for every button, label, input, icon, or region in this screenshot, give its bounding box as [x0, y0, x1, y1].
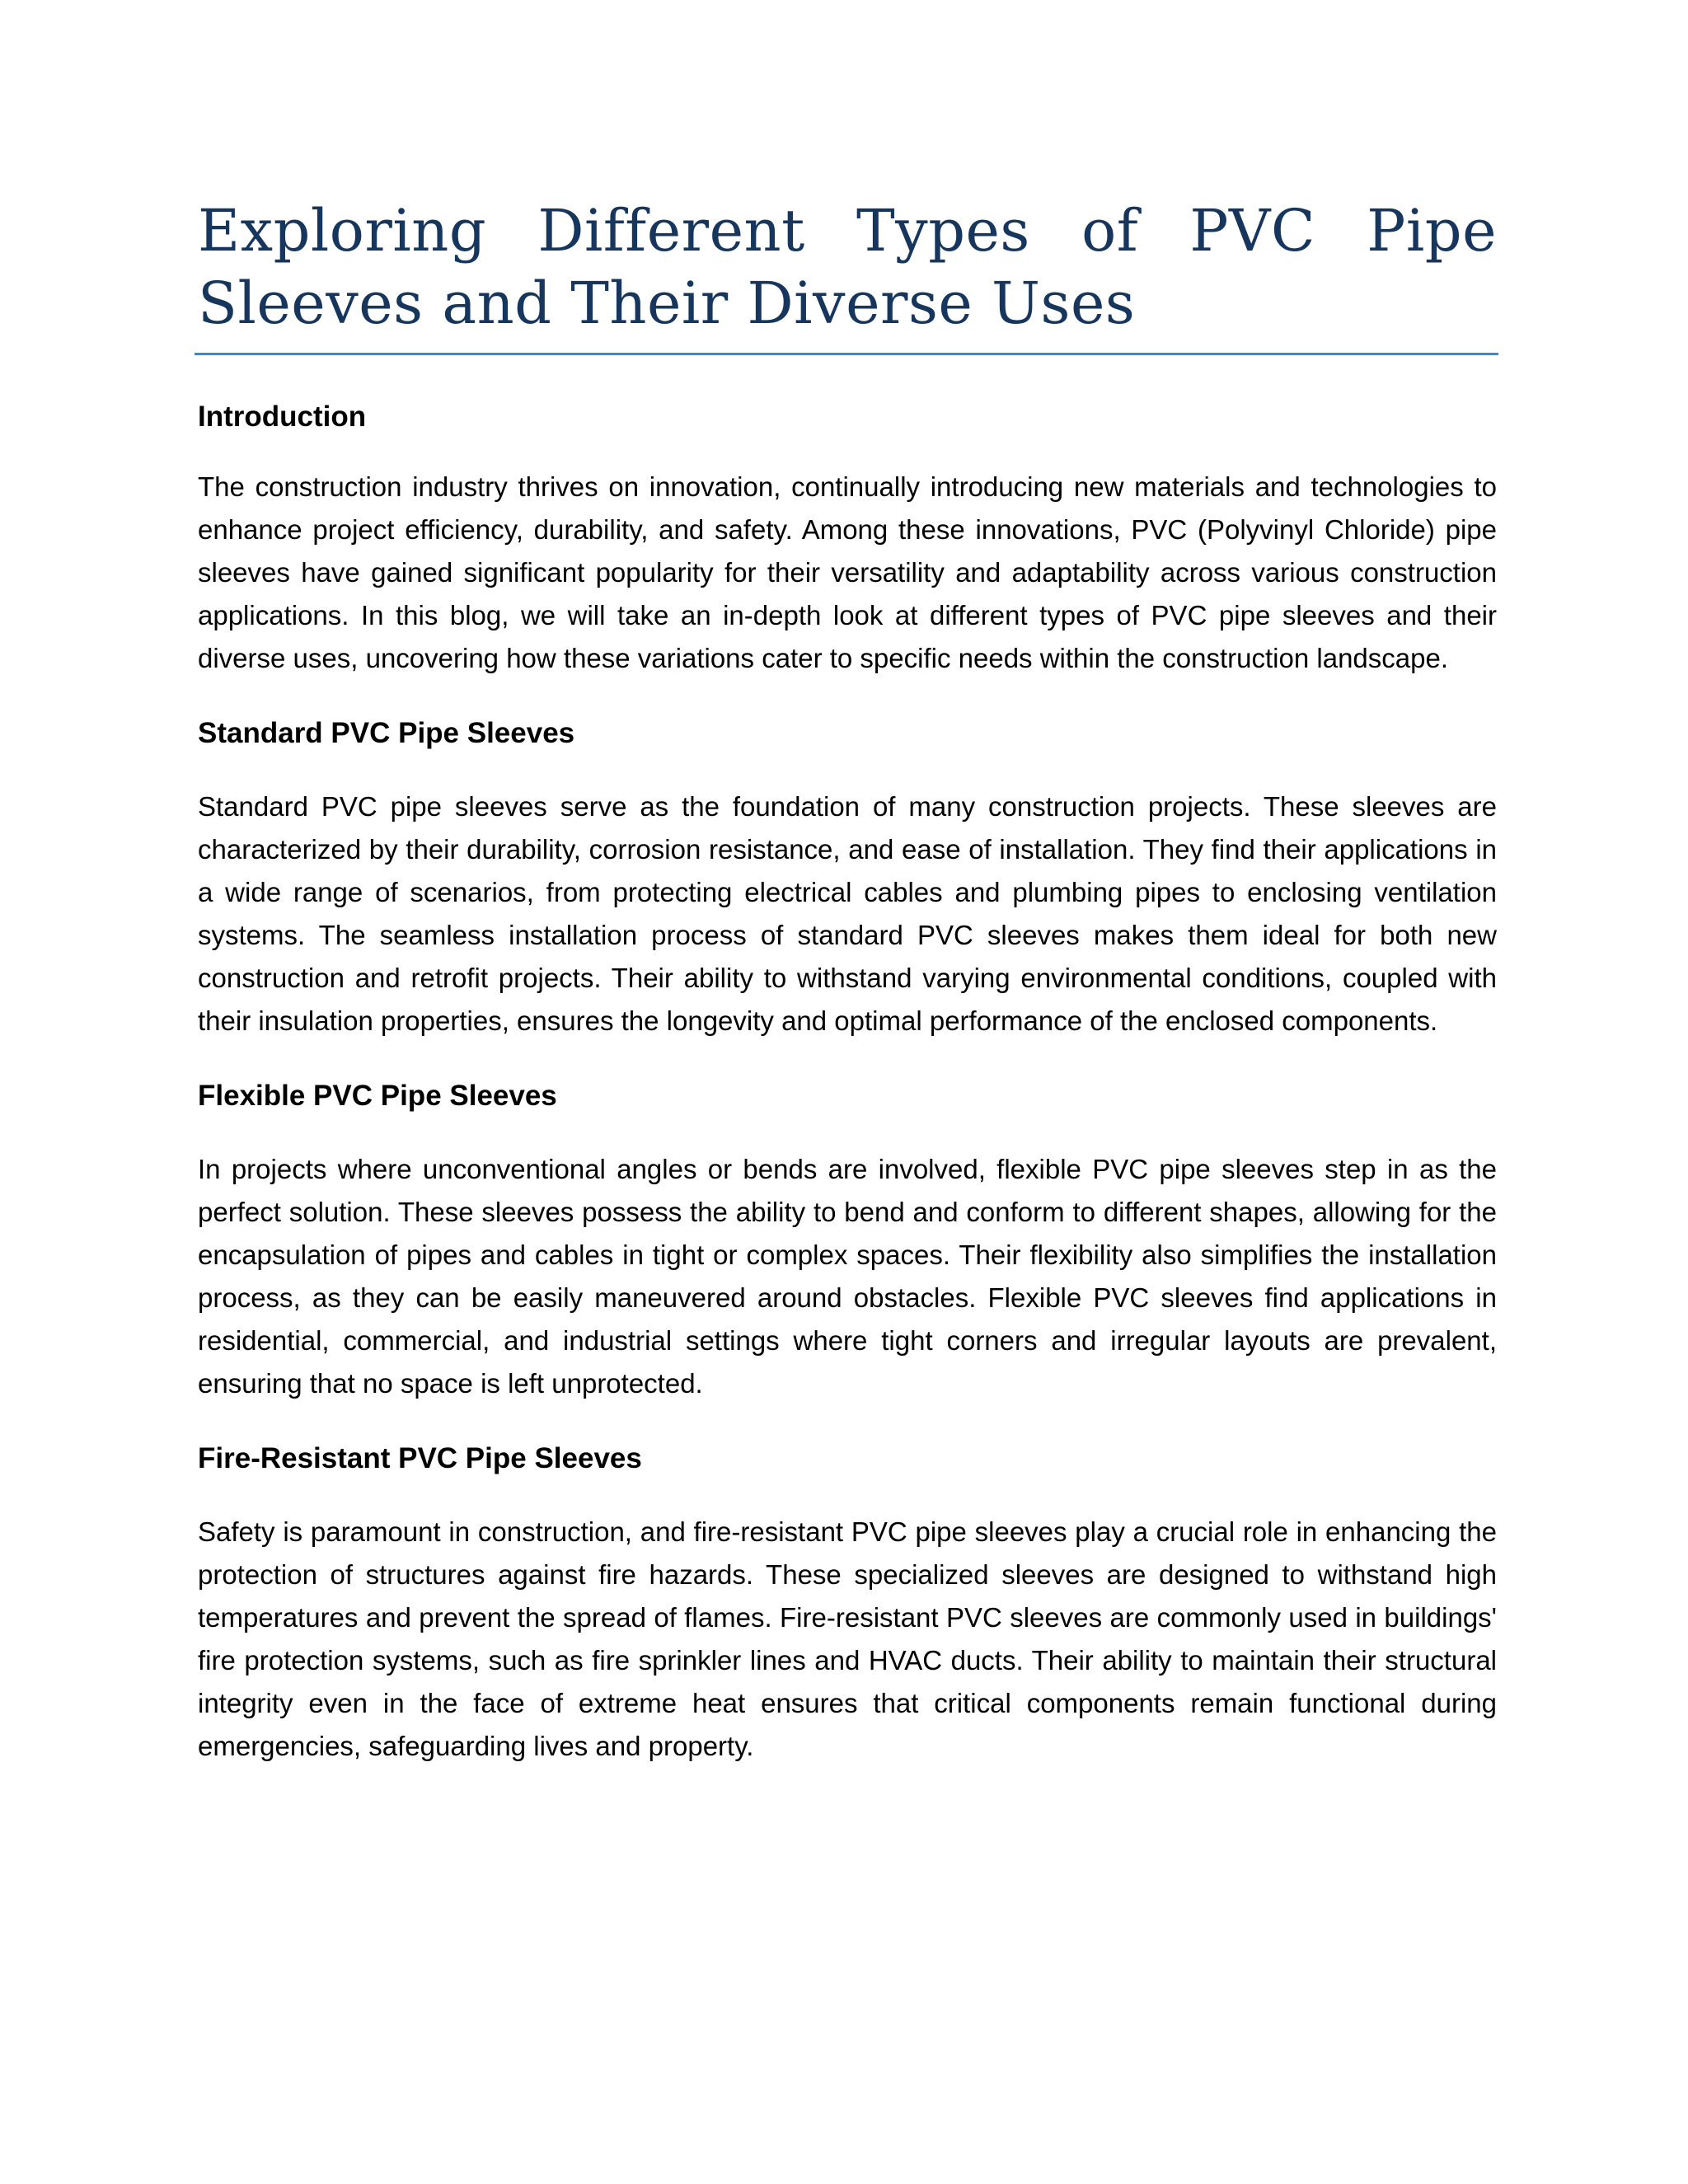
section-paragraph: Standard PVC pipe sleeves serve as the foundation of many construction projects. These sleeves are characterized by their durability, corrosion resistance, and ease of installation. They find their applications in a wide range of scenarios, from protecting electrical cables and plumbing pipes to enclosing ventilation systems. The seamless installation process of standard PVC sleeves makes them ideal for both new construction and retrofit projects. Their ability to withstand varying environmental conditions, coupled with their insulation properties, ensures the longevity and optimal performance of the enclosed components.: [198, 791, 1497, 1036]
section-heading: Standard PVC Pipe Sleeves: [198, 717, 575, 749]
section-flexible-pvc: [198, 1077, 1497, 1405]
section-fire-resistant-pvc: [198, 1440, 1497, 1768]
section-heading: Fire-Resistant PVC Pipe Sleeves: [198, 1442, 642, 1474]
section-paragraph: The construction industry thrives on innovation, continually introducing new materials and technologies to enhance project efficiency, durability, and safety. Among these innovations, PVC (Polyvinyl Chloride) pipe sleeves have gained significant popularity for their versatility and adaptability across various construction applications. In this blog, we will take an in-depth look at different types of PVC pipe sleeves and their diverse uses, uncovering how these variations cater to specific needs within the construction landscape.: [198, 471, 1497, 673]
section-paragraph: Safety is paramount in construction, and fire-resistant PVC pipe sleeves play a crucial role in enhancing the protection of structures against fire hazards. These specialized sleeves are designed to withstand high temperatures and prevent the spread of flames. Fire-resistant PVC sleeves are commonly used in buildings' fire protection systems, such as fire sprinkler lines and HVAC ducts. Their ability to maintain their structural integrity even in the face of extreme heat ensures that critical components remain functional during emergencies, safeguarding lives and property.: [198, 1516, 1497, 1761]
section-heading: Introduction: [198, 401, 367, 433]
section-introduction: [198, 398, 1497, 680]
section-paragraph: In projects where unconventional angles or bends are involved, flexible PVC pipe sleeves step in as the perfect solution. These sleeves possess the ability to bend and conform to different shapes, allowing for the encapsulation of pipes and cables in tight or complex spaces. Their flexibility also simplifies the installation process, as they can be easily maneuvered around obstacles. Flexible PVC sleeves find applications in residential, commercial, and industrial settings where tight corners and irregular layouts are prevalent, ensuring that no space is left unprotected.: [198, 1154, 1497, 1399]
document-page: [198, 0, 1497, 1768]
document-title: Exploring Different Types of PVC Pipe Sleeves and Their Diverse Uses: [198, 197, 1497, 337]
section-heading: Flexible PVC Pipe Sleeves: [198, 1080, 557, 1112]
section-standard-pvc: [198, 715, 1497, 1043]
title-divider: [195, 353, 1498, 355]
